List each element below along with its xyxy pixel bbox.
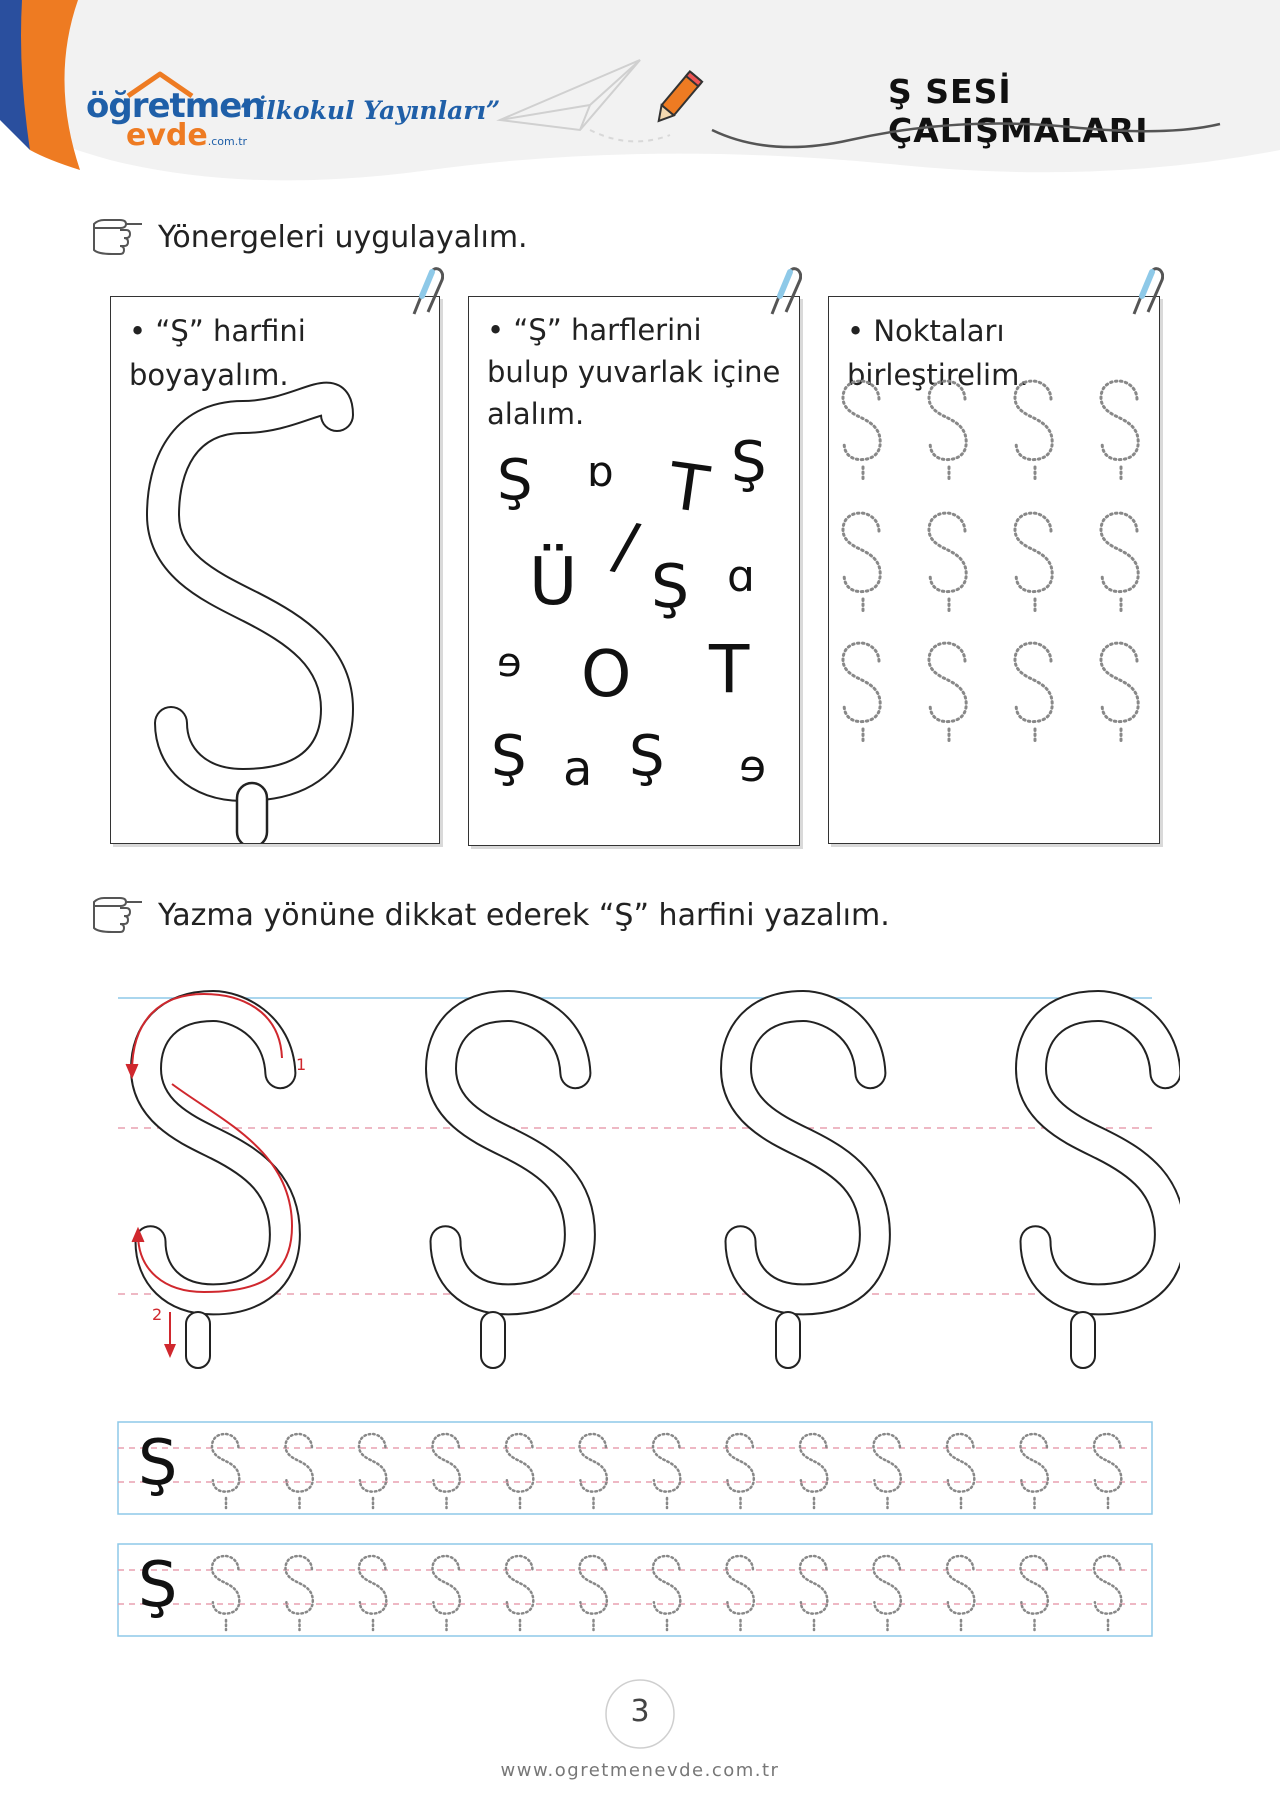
- dotted-letter: [929, 381, 966, 481]
- card-2-text: • “Ş” harflerini bulup yuvarlak içine alalım.: [487, 313, 781, 431]
- dotted-letter: [212, 1556, 239, 1630]
- jumbled-letter: ɒ: [587, 447, 614, 496]
- pencil-icon: [648, 68, 708, 130]
- footer-url: www.ogretmenevde.com.tr: [500, 1760, 780, 1781]
- dotted-letter: [580, 1434, 607, 1508]
- dotted-letter: [874, 1556, 901, 1630]
- section2-instruction: Yazma yönüne dikkat ederek “Ş” harfini yazalım.: [158, 898, 890, 933]
- dotted-letter: [359, 1556, 386, 1630]
- dotted-letter: [506, 1556, 533, 1630]
- dotted-letter: [843, 381, 880, 481]
- section1-instruction: Yönergeleri uygulayalım.: [158, 220, 528, 255]
- stroke-number-1: 1: [296, 1055, 307, 1074]
- jumbled-letter: Ş: [497, 448, 533, 513]
- jumbled-letter: a: [563, 741, 593, 797]
- dotted-letter: [1101, 643, 1138, 743]
- practice-row-1-model-letter: Ş: [138, 1426, 178, 1499]
- dotted-letter: [727, 1434, 754, 1508]
- title-underline: [700, 110, 1240, 160]
- pointing-hand-icon: [90, 894, 146, 934]
- jumbled-letter: ɘ: [739, 741, 767, 792]
- jumbled-letter: Ü: [529, 543, 578, 620]
- big-outline-letter: [441, 1006, 580, 1368]
- paper-clip-icon: [1124, 266, 1164, 322]
- dotted-letter-grid: [829, 297, 1159, 843]
- outline-letter-s-cedilla: [111, 297, 439, 843]
- dotted-letter: [653, 1434, 680, 1508]
- big-outline-letter: [736, 1006, 875, 1368]
- jumbled-letter: /: [607, 508, 645, 586]
- card-3-text: • Noktaları birleştirelim.: [847, 314, 1029, 392]
- jumbled-letter: Ş: [491, 724, 527, 789]
- publisher-name: “İlkokul Yayınları”: [240, 96, 501, 125]
- jumbled-letter: ɑ: [727, 551, 755, 602]
- logo-bottom: [126, 118, 247, 153]
- dotted-letter: [1101, 381, 1138, 481]
- dotted-letter: [433, 1434, 460, 1508]
- jumbled-letter: T: [709, 631, 750, 708]
- paper-clip-icon: [762, 266, 802, 322]
- stroke-number-2: 2: [152, 1305, 163, 1324]
- page-header: [0, 0, 1280, 200]
- dotted-letter: [506, 1434, 533, 1508]
- card-connect-dots: [828, 296, 1160, 844]
- dotted-letter: [843, 643, 880, 743]
- dotted-letter: [947, 1434, 974, 1508]
- dotted-letter: [286, 1434, 313, 1508]
- dotted-letter: [947, 1556, 974, 1630]
- card-color-letter: [110, 296, 440, 844]
- jumbled-letter: O: [581, 638, 632, 712]
- dotted-letter: [800, 1434, 827, 1508]
- big-outline-letter: [146, 1006, 285, 1368]
- dotted-letter: [286, 1556, 313, 1630]
- page-title: Ş SESİ ÇALIŞMALARI: [888, 72, 1149, 150]
- pointing-hand-icon: [90, 216, 146, 256]
- practice-row-2-model-letter: Ş: [138, 1548, 178, 1621]
- dotted-letter: [929, 513, 966, 613]
- dotted-letter: [874, 1434, 901, 1508]
- dotted-letter: [1094, 1434, 1121, 1508]
- paper-clip-icon: [404, 266, 444, 322]
- logo-top-text: öğretmen: [86, 86, 265, 126]
- dotted-letter: [433, 1556, 460, 1630]
- jumbled-letter: Ş: [629, 724, 665, 789]
- dotted-letter: [653, 1556, 680, 1630]
- jumbled-letter: Ş: [651, 552, 690, 622]
- dotted-letter: [1101, 513, 1138, 613]
- jumbled-letter: ɘ: [497, 640, 522, 686]
- dotted-letter: [1015, 643, 1052, 743]
- card-1-text: • “Ş” harfini boyayalım.: [129, 314, 306, 392]
- logo-domain-text: .com.tr: [207, 135, 248, 148]
- dotted-letter: [1021, 1434, 1048, 1508]
- practice-row: [118, 1422, 1152, 1514]
- dotted-letter: [1015, 513, 1052, 613]
- big-outline-letter: [1031, 1006, 1170, 1368]
- practice-rows: [100, 1420, 1180, 1680]
- dotted-letter: [1021, 1556, 1048, 1630]
- dotted-letter: [580, 1556, 607, 1630]
- writing-direction-guide: [100, 980, 1180, 1400]
- dotted-letter: [727, 1556, 754, 1630]
- dotted-letter: [359, 1434, 386, 1508]
- card-find-letters: [468, 296, 800, 846]
- dotted-letter: [929, 643, 966, 743]
- dotted-letter: [212, 1434, 239, 1508]
- dotted-letter: [1015, 381, 1052, 481]
- jumbled-letter: Ş: [731, 430, 767, 495]
- dotted-letter: [800, 1556, 827, 1630]
- dotted-letter: [843, 513, 880, 613]
- jumbled-letter: T: [664, 449, 714, 529]
- dotted-letter: [1094, 1556, 1121, 1630]
- page-number: 3: [630, 1694, 650, 1729]
- logo-bottom-text: evde: [126, 118, 208, 153]
- practice-row: [118, 1544, 1152, 1636]
